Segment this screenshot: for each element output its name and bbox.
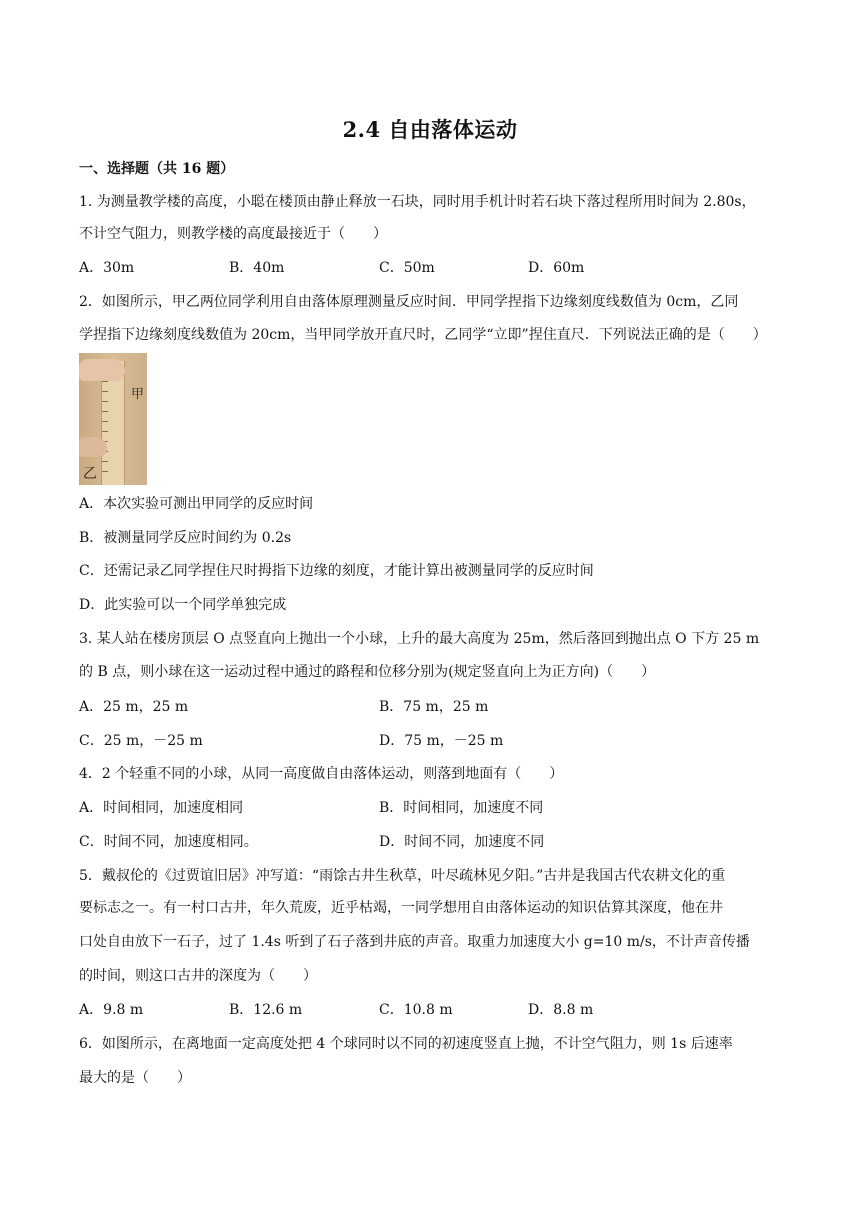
hand-bottom [79,437,107,457]
page-title: 2.4 自由落体运动 [342,117,518,142]
q3-line-2: 的 B 点，则小球在这一运动过程中通过的路程和位移分别为(规定竖直向上为正方向)（ ） [79,664,656,680]
q1-option-d: D．60m [528,260,585,276]
q5-option-a: A．9.8 m [79,1002,144,1018]
q4-line-1: 4．2 个轻重不同的小球，从同一高度做自由落体运动，则落到地面有（ ） [79,766,564,782]
q4-option-c: C．时间不同，加速度相同。 [79,834,258,850]
q6-line-2: 最大的是（ ） [79,1070,191,1086]
q4-option-b: B．时间相同，加速度不同 [379,800,544,816]
q5-line-1: 5．戴叔伦的《过贾谊旧居》冲写道：“雨馀古井生秋草，叶尽疏林见夕阳。”古井是我国古代农耕文化的重 [79,868,726,884]
q5-line-2: 要标志之一。有一村口古井，年久荒废，近乎枯竭，一同学想用自由落体运动的知识估算其深度，他在井 [79,900,723,916]
q4-option-d: D．时间不同，加速度不同 [379,834,545,850]
q1-line-1: 1. 为测量教学楼的高度，小聪在楼顶由静止释放一石块，同时用手机计时若石块下落过程所用时间为 2.80s， [79,194,756,210]
q4-option-a: A．时间相同，加速度相同 [79,800,244,816]
q5-line-4: 的时间，则这口古井的深度为（ ） [79,968,317,984]
q1-option-b: B．40m [229,260,285,276]
q5-option-d: D．8.8 m [528,1002,594,1018]
q1-option-a: A．30m [79,260,135,276]
section-heading: 一、选择题（共 16 题） [79,161,235,177]
q2-line-2: 学捏指下边缘刻度线数值为 20cm，当甲同学放开直尺时，乙同学“立即”捏住直尺．下列说法正确的是（ ） [79,327,767,343]
q5-option-c: C．10.8 m [379,1002,453,1018]
q2-option-a: A．本次实验可测出甲同学的反应时间 [79,496,314,512]
q2-line-1: 2．如图所示，甲乙两位同学利用自由落体原理测量反应时间．甲同学捏指下边缘刻度线数值为 0cm，乙同 [79,294,739,310]
q3-line-1: 3. 某人站在楼房顶层 O 点竖直向上抛出一个小球，上升的最大高度为 25m，然后落回到抛出点 O 下方 25 m [79,631,760,647]
figure-label-top: 甲 [131,387,145,402]
q3-option-c: C．25 m，－25 m [79,733,203,749]
q1-option-c: C．50m [379,260,435,276]
hand-top [79,359,125,381]
q3-option-a: A．25 m，25 m [79,699,189,715]
q2-option-c: C．还需记录乙同学捏住尺时拇指下边缘的刻度，才能计算出被测量同学的反应时间 [79,563,594,579]
q5-line-3: 口处自由放下一石子，过了 1.4s 听到了石子落到井底的声音。取重力加速度大小 g=10 m/s，不计声音传播 [79,934,750,950]
q2-option-d: D．此实验可以一个同学单独完成 [79,597,287,613]
q3-option-b: B．75 m，25 m [379,699,489,715]
q1-line-2: 不计空气阻力，则教学楼的高度最接近于（ ） [79,226,387,242]
figure-label-bottom: 乙 [83,466,97,482]
q2-option-b: B．被测量同学反应时间约为 0.2s [79,530,292,546]
q3-option-d: D．75 m，－25 m [379,733,504,749]
q5-option-b: B．12.6 m [229,1002,303,1018]
ruler-photo [79,353,147,485]
q6-line-1: 6．如图所示，在离地面一定高度处把 4 个球同时以不同的初速度竖直上抛，不计空气阻力，则 1s 后速率 [79,1036,733,1052]
